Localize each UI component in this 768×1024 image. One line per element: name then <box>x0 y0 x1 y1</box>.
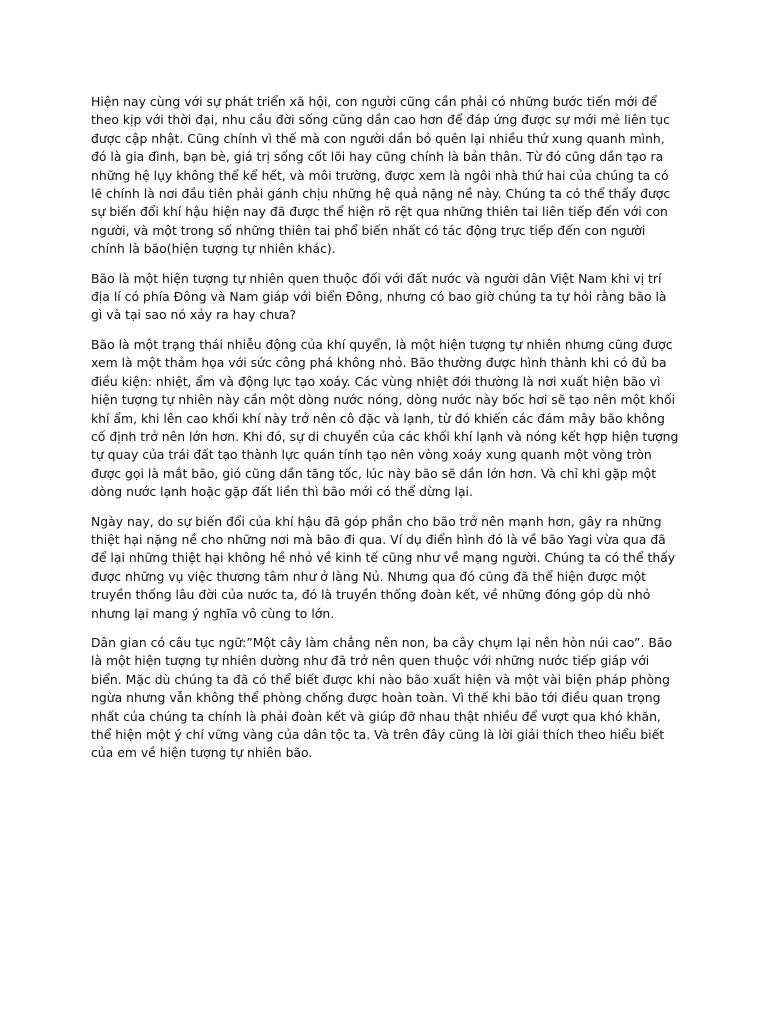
paragraph-definition: Bão là một trạng thái nhiễu động của khí quyển, là một hiện tượng tự nhiên nhưng cũng được xem là một thảm họa với sức công phá không nhỏ. Bão thường được hình thành khi có đủ ba điều kiện: nhiệt, ẩm và động lực tạo xoáy. Các vùng nhiệt đới thường là nơi xuất hiện bão vì hiện tượng tự nhiên này cần một dòng nước nóng, dòng nước này bốc hơi sẽ tạo nên một khối khí ẩm, khi lên cao khối khí này trở nên cô đặc và lạnh, từ đó khiến các đám mây bão không cố định trở nên lớn hơn. Khi đó, sự di chuyển của các khối khí lạnh và nóng kết hợp hiện tượng tự quay của trái đất tạo thành lực quán tính tạo nên vòng xoáy xung quanh một vòng tròn được gọi là mắt bão, gió cũng dần tăng tốc, lúc này bão sẽ dần lớn hơn. Và chỉ khi gặp một dòng nước lạnh hoặc gặp đất liền thì bão mới có thể dừng lại. <box>91 336 679 500</box>
paragraph-intro: Hiện nay cùng với sự phát triển xã hội, con người cũng cần phải có những bước tiến mới để theo kịp với thời đại, nhu cầu đời sống cũng dần cao hơn để đáp ứng được sự mới mẻ liên tục được cập nhật. Cũng chính vì thế mà con người dần bỏ quên lại nhiều thứ xung quanh mình, đó là gia đình, bạn bè, giá trị sống cốt lõi hay cũng chính là bản thân. Từ đó cũng dần tạo ra những hệ lụy không thể kể hết, và môi trường, được xem là ngôi nhà thứ hai của chúng ta có lẽ chính là nơi đầu tiên phải gánh chịu những hệ quả nặng nề này. Chúng ta có thể thấy được sự biến đổi khí hậu hiện nay đã được thể hiện rõ rệt qua những thiên tai liên tiếp đến với con người, và một trong số những thiên tai phổ biến nhất có tác động trực tiếp đến con người chính là bão(hiện tượng tự nhiên khác). <box>91 94 671 257</box>
paragraph-question: Bão là một hiện tượng tự nhiên quen thuộc đối với đất nước và người dân Việt Nam khi vị trí địa lí có phía Đông và Nam giáp với biển Đông, nhưng có bao giờ chúng ta tự hỏi rằng bão là gì và tại sao nó xảy ra hay chưa? <box>91 270 667 323</box>
paragraph-impact: Ngày nay, do sự biến đổi của khí hậu đã góp phần cho bão trở nên mạnh hơn, gây ra những thiệt hại nặng nề cho những nơi mà bão đi qua. Ví dụ điển hình đó là về bão Yagi vừa qua đã để lại những thiệt hại không hề nhỏ về kinh tế cũng như về mạng người. Chúng ta có thể thấy được những vụ việc thương tâm như ở làng Nủ. Nhưng qua đó cũng đã thể hiện được một truyền thống lâu đời của nước ta, đó là truyền thống đoàn kết, về những đóng góp dù nhỏ nhưng lại mang ý nghĩa vô cùng to lớn. <box>91 513 676 621</box>
document-body <box>91 93 681 774</box>
paragraph-conclusion: Dân gian có câu tục ngữ:”Một cây làm chẳng nên non, ba cây chụm lại nên hòn núi cao”. Bão là một hiện tượng tự nhiên dường như đã trở nên quen thuộc với những nước tiếp giáp với biển. Mặc dù chúng ta đã có thể biết được khi nào bão xuất hiện và một vài biện pháp phòng ngừa nhưng vẫn không thể phòng chống được hoàn toàn. Vì thế khi bão tới điều quan trọng nhất của chúng ta chính là phải đoàn kết và giúp đỡ nhau thật nhiều để vượt qua khó khăn, thể hiện một ý chí vững vàng của dân tộc ta. Và trên đây cũng là lời giải thích theo hiểu biết của em về hiện tượng tự nhiên bão. <box>91 634 673 761</box>
